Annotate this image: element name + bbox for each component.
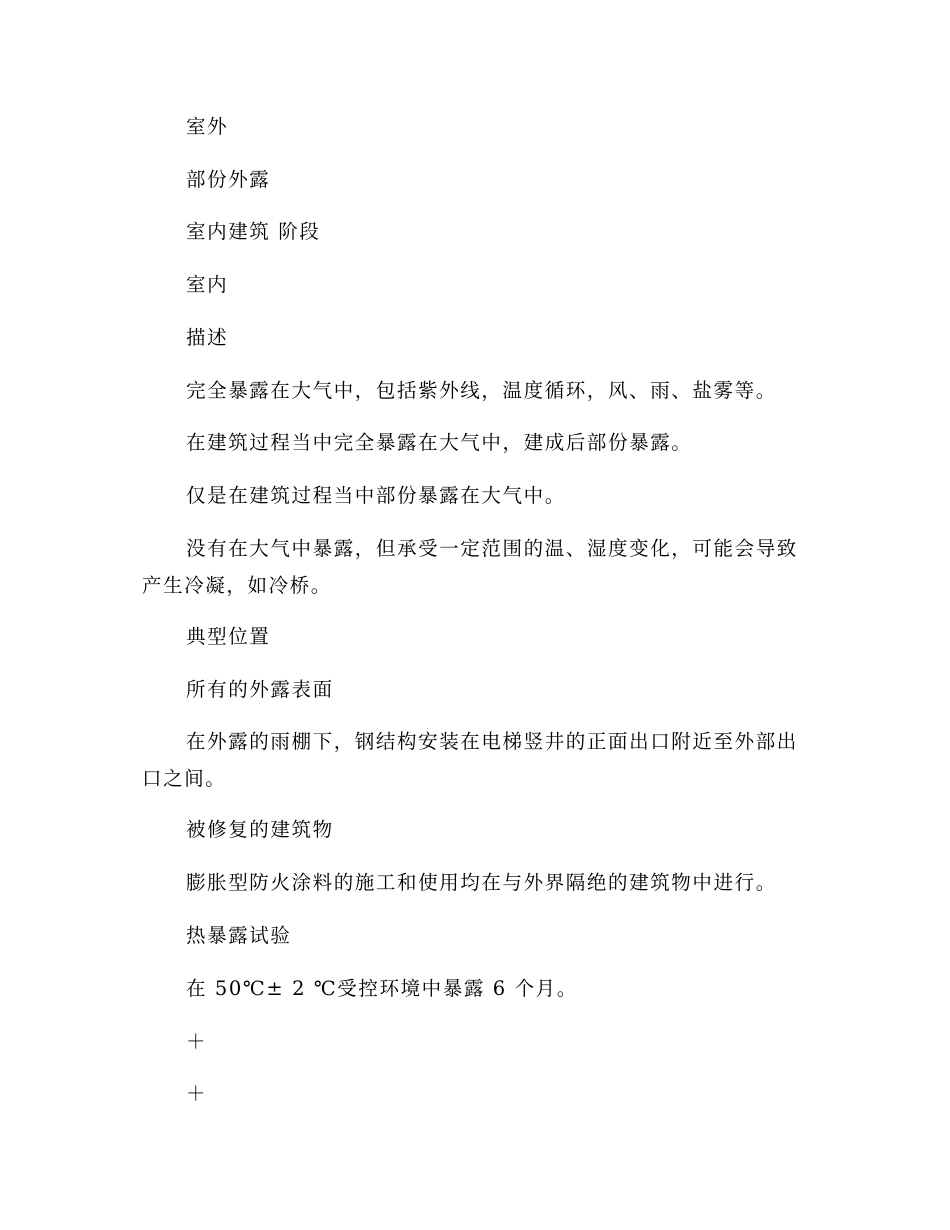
paragraph-plus-mark-2: ＋ <box>186 1082 208 1105</box>
paragraph-repaired-building: 被修复的建筑物 <box>186 818 334 841</box>
paragraph-heat-exposure-test: 热暴露试验 <box>186 924 292 947</box>
paragraph-desc-construction-exposure: 在建筑过程当中完全暴露在大气中，建成后部份暴露。 <box>186 431 693 454</box>
paragraph-outdoor: 室外 <box>186 115 229 138</box>
paragraph-description-heading: 描述 <box>186 326 229 349</box>
paragraph-indoor-construction-stage: 室内建筑 阶段 <box>186 220 321 243</box>
paragraph-controlled-environment: 在 50℃± 2 ℃受控环境中暴露 6 个月。 <box>186 977 578 1000</box>
paragraph-desc-full-exposure: 完全暴露在大气中，包括紫外线，温度循环，风、雨、盐雾等。 <box>186 379 777 402</box>
paragraph-all-exposed-surfaces: 所有的外露表面 <box>186 678 334 701</box>
paragraph-desc-partial-exposure: 仅是在建筑过程当中部份暴露在大气中。 <box>186 484 566 507</box>
paragraph-plus-mark-1: ＋ <box>186 1030 208 1053</box>
paragraph-intumescent-coating: 膨胀型防火涂料的施工和使用均在与外界隔绝的建筑物中进行。 <box>186 871 777 894</box>
paragraph-desc-no-exposure: 没有在大气中暴露，但承受一定范围的温、湿度变化，可能会导致产生冷凝，如冷桥。 <box>142 537 798 597</box>
paragraph-indoor: 室内 <box>186 273 229 296</box>
paragraph-typical-location-heading: 典型位置 <box>186 625 271 648</box>
paragraph-partially-exposed: 部份外露 <box>186 168 271 191</box>
paragraph-canopy-location: 在外露的雨棚下，钢结构安装在电梯竖井的正面出口附近至外部出口之间。 <box>142 730 798 790</box>
